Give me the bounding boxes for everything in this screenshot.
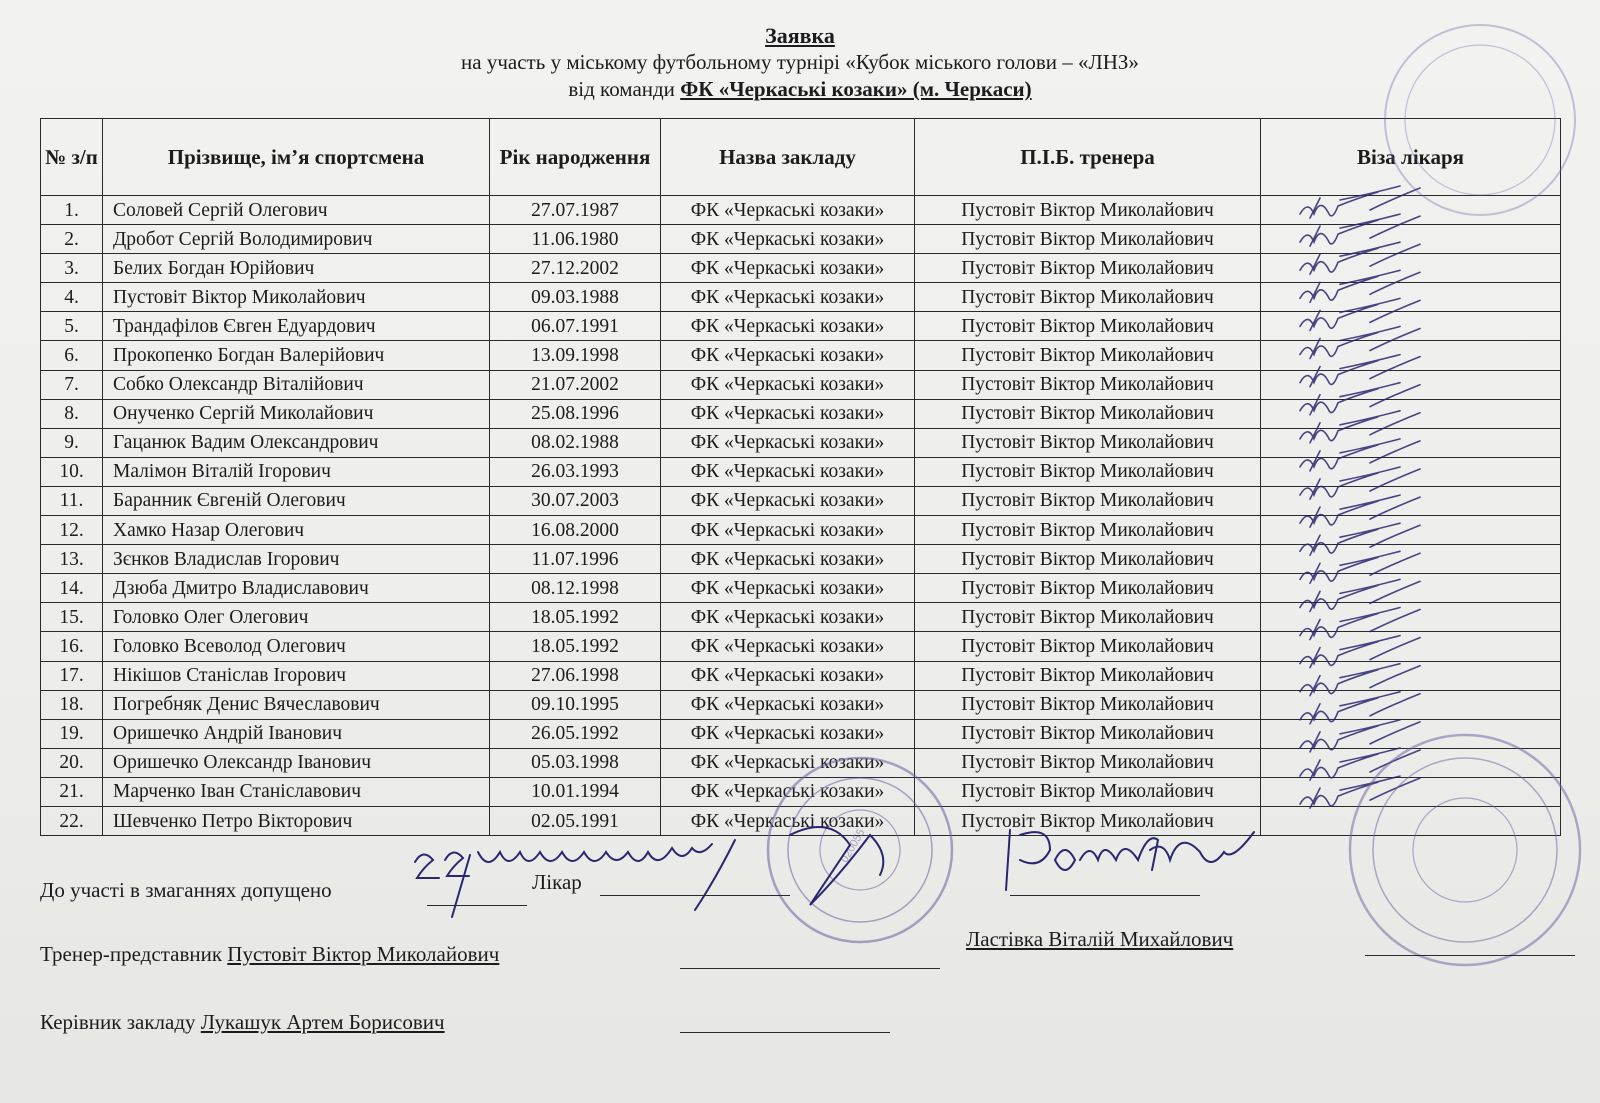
birth-date: 10.01.1994	[490, 777, 661, 806]
club-name: ФК «Черкаські козаки»	[661, 661, 915, 690]
document-subtitle: на участь у міському футбольному турнірі «Кубок міського голови – «ЛНЗ»	[461, 50, 1139, 74]
birth-date: 13.09.1998	[490, 341, 661, 370]
svg-text:020055: 020055	[838, 827, 868, 865]
table-row	[41, 283, 1561, 312]
athlete-name: Головко Олег Олегович	[103, 603, 490, 632]
row-number: 6.	[41, 341, 103, 370]
row-number: 1.	[41, 196, 103, 225]
club-name: ФК «Черкаські козаки»	[661, 574, 915, 603]
doctor-visa-cell	[1261, 603, 1561, 632]
club-name: ФК «Черкаські козаки»	[661, 428, 915, 457]
athlete-name: Нікішов Станіслав Ігорович	[103, 661, 490, 690]
club-name: ФК «Черкаські козаки»	[661, 777, 915, 806]
admitted-row	[40, 878, 332, 903]
table-header-row	[41, 119, 1561, 196]
table-row	[41, 632, 1561, 661]
birth-date: 27.12.2002	[490, 254, 661, 283]
doctor-name-sign-line	[1365, 955, 1575, 956]
doctor-visa-cell	[1261, 399, 1561, 428]
doctor-sign-line-2	[1010, 895, 1200, 896]
row-number: 7.	[41, 370, 103, 399]
head-row	[40, 1010, 445, 1035]
row-number: 17.	[41, 661, 103, 690]
coach-name: Пустовіт Віктор Миколайович	[915, 719, 1261, 748]
doctor-visa-cell	[1261, 806, 1561, 835]
roster-table	[40, 118, 1561, 836]
club-name: ФК «Черкаські козаки»	[661, 545, 915, 574]
col-club-header: Назва закладу	[661, 119, 915, 196]
club-name: ФК «Черкаські козаки»	[661, 632, 915, 661]
row-number: 15.	[41, 603, 103, 632]
table-row	[41, 719, 1561, 748]
birth-date: 08.02.1988	[490, 428, 661, 457]
club-name: ФК «Черкаські козаки»	[661, 254, 915, 283]
table-row	[41, 196, 1561, 225]
head-label: Керівник закладу	[40, 1010, 196, 1034]
row-number: 19.	[41, 719, 103, 748]
birth-date: 09.03.1988	[490, 283, 661, 312]
coach-name: Пустовіт Віктор Миколайович	[915, 661, 1261, 690]
col-name-header: Прізвище, ім’я спортсмена	[103, 119, 490, 196]
coach-name: Пустовіт Віктор Миколайович	[915, 196, 1261, 225]
table-row	[41, 341, 1561, 370]
row-number: 18.	[41, 690, 103, 719]
birth-date: 30.07.2003	[490, 486, 661, 515]
doctor-visa-cell	[1261, 254, 1561, 283]
birth-date: 16.08.2000	[490, 516, 661, 545]
club-name: ФК «Черкаські козаки»	[661, 748, 915, 777]
athlete-name: Оришечко Олександр Іванович	[103, 748, 490, 777]
coach-signature	[790, 827, 883, 905]
document-header	[0, 22, 1600, 103]
club-name: ФК «Черкаські козаки»	[661, 283, 915, 312]
row-number: 4.	[41, 283, 103, 312]
admitted-line	[427, 905, 527, 906]
coach-name: Пустовіт Віктор Миколайович	[915, 225, 1261, 254]
birth-date: 25.08.1996	[490, 399, 661, 428]
birth-date: 11.07.1996	[490, 545, 661, 574]
coach-name: Пустовіт Віктор Миколайович	[915, 486, 1261, 515]
doctor-visa-cell	[1261, 690, 1561, 719]
club-name: ФК «Черкаські козаки»	[661, 370, 915, 399]
athlete-name: Шевченко Петро Вікторович	[103, 806, 490, 835]
row-number: 8.	[41, 399, 103, 428]
birth-date: 27.06.1998	[490, 661, 661, 690]
table-row	[41, 428, 1561, 457]
birth-date: 05.03.1998	[490, 748, 661, 777]
doctor-visa-cell	[1261, 632, 1561, 661]
coach-sign-line	[680, 968, 940, 969]
table-row	[41, 661, 1561, 690]
table-row	[41, 457, 1561, 486]
birth-date: 26.03.1993	[490, 457, 661, 486]
club-name: ФК «Черкаські козаки»	[661, 486, 915, 515]
birth-date: 06.07.1991	[490, 312, 661, 341]
athlete-name: Пустовіт Віктор Миколайович	[103, 283, 490, 312]
doctor-sign-line	[600, 895, 790, 896]
coach-name: Пустовіт Віктор Миколайович	[915, 777, 1261, 806]
coach-rep-name: Пустовіт Віктор Миколайович	[227, 942, 500, 966]
doctor-visa-cell	[1261, 486, 1561, 515]
club-name: ФК «Черкаські козаки»	[661, 312, 915, 341]
doctor-signature	[1006, 830, 1254, 890]
coach-name: Пустовіт Віктор Миколайович	[915, 341, 1261, 370]
athlete-name: Дробот Сергій Володимирович	[103, 225, 490, 254]
table-row	[41, 545, 1561, 574]
athlete-name: Дзюба Дмитро Владиславович	[103, 574, 490, 603]
athlete-name: Собко Олександр Віталійович	[103, 370, 490, 399]
birth-date: 21.07.2002	[490, 370, 661, 399]
athlete-name: Малімон Віталій Ігорович	[103, 457, 490, 486]
athlete-name: Онученко Сергій Миколайович	[103, 399, 490, 428]
row-number: 16.	[41, 632, 103, 661]
coach-name: Пустовіт Віктор Миколайович	[915, 283, 1261, 312]
doctor-visa-cell	[1261, 748, 1561, 777]
row-number: 11.	[41, 486, 103, 515]
doctor-visa-cell	[1261, 777, 1561, 806]
athlete-name: Зєнков Владислав Ігорович	[103, 545, 490, 574]
club-name: ФК «Черкаські козаки»	[661, 603, 915, 632]
coach-name: Пустовіт Віктор Миколайович	[915, 806, 1261, 835]
club-name: ФК «Черкаські козаки»	[661, 457, 915, 486]
doctor-visa-cell	[1261, 545, 1561, 574]
coach-rep-label: Тренер-представник	[40, 942, 223, 966]
club-name: ФК «Черкаські козаки»	[661, 690, 915, 719]
coach-rep-row	[40, 942, 499, 967]
table-row	[41, 777, 1561, 806]
coach-name: Пустовіт Віктор Миколайович	[915, 312, 1261, 341]
row-number: 13.	[41, 545, 103, 574]
table-row	[41, 399, 1561, 428]
club-name: ФК «Черкаські козаки»	[661, 196, 915, 225]
row-number: 14.	[41, 574, 103, 603]
doctor-visa-cell	[1261, 719, 1561, 748]
head-sign-line	[680, 1032, 890, 1033]
athlete-name: Оришечко Андрій Іванович	[103, 719, 490, 748]
athlete-name: Хамко Назар Олегович	[103, 516, 490, 545]
coach-name: Пустовіт Віктор Миколайович	[915, 428, 1261, 457]
athlete-name: Гацанюк Вадим Олександрович	[103, 428, 490, 457]
table-row	[41, 254, 1561, 283]
club-name: ФК «Черкаські козаки»	[661, 225, 915, 254]
athlete-name: Баранник Євгеній Олегович	[103, 486, 490, 515]
row-number: 12.	[41, 516, 103, 545]
col-year-header: Рік народження	[490, 119, 661, 196]
col-visa-header: Віза лікаря	[1261, 119, 1561, 196]
birth-date: 18.05.1992	[490, 603, 661, 632]
roster-body	[41, 196, 1561, 836]
doctor-visa-cell	[1261, 341, 1561, 370]
coach-name: Пустовіт Віктор Миколайович	[915, 748, 1261, 777]
doctor-label: Лікар	[532, 870, 582, 894]
athlete-name: Марченко Іван Станіславович	[103, 777, 490, 806]
doctor-visa-cell	[1261, 457, 1561, 486]
birth-date: 08.12.1998	[490, 574, 661, 603]
athlete-name: Трандафілов Євген Едуардович	[103, 312, 490, 341]
athlete-name: Головко Всеволод Олегович	[103, 632, 490, 661]
club-name: ФК «Черкаські козаки»	[661, 399, 915, 428]
table-row	[41, 516, 1561, 545]
birth-date: 11.06.1980	[490, 225, 661, 254]
coach-name: Пустовіт Віктор Миколайович	[915, 690, 1261, 719]
coach-name: Пустовіт Віктор Миколайович	[915, 254, 1261, 283]
coach-name: Пустовіт Віктор Миколайович	[915, 516, 1261, 545]
doctor-visa-cell	[1261, 574, 1561, 603]
club-name: ФК «Черкаські козаки»	[661, 341, 915, 370]
team-prefix: від команди	[568, 77, 675, 101]
athlete-name: Погребняк Денис Вячеславович	[103, 690, 490, 719]
table-row	[41, 574, 1561, 603]
row-number: 2.	[41, 225, 103, 254]
table-row	[41, 312, 1561, 341]
birth-date: 26.05.1992	[490, 719, 661, 748]
doctor-visa-cell	[1261, 428, 1561, 457]
table-row	[41, 748, 1561, 777]
athlete-name: Соловей Сергій Олегович	[103, 196, 490, 225]
doctor-visa-cell	[1261, 196, 1561, 225]
team-name: ФК «Черкаські козаки» (м. Черкаси)	[680, 77, 1032, 101]
col-coach-header: П.І.Б. тренера	[915, 119, 1261, 196]
doctor-visa-cell	[1261, 516, 1561, 545]
admitted-label: До участі в змаганнях допущено	[40, 878, 332, 902]
birth-date: 18.05.1992	[490, 632, 661, 661]
table-row	[41, 690, 1561, 719]
document-title: Заявка	[765, 23, 835, 48]
coach-name: Пустовіт Віктор Миколайович	[915, 399, 1261, 428]
coach-name: Пустовіт Віктор Миколайович	[915, 457, 1261, 486]
athlete-name: Прокопенко Богдан Валерійович	[103, 341, 490, 370]
team-line	[0, 76, 1600, 103]
table-row	[41, 370, 1561, 399]
head-name: Лукашук Артем Борисович	[200, 1010, 445, 1034]
row-number: 22.	[41, 806, 103, 835]
club-name: ФК «Черкаські козаки»	[661, 806, 915, 835]
doctor-visa-cell	[1261, 283, 1561, 312]
coach-name: Пустовіт Віктор Миколайович	[915, 632, 1261, 661]
doctor-visa-cell	[1261, 661, 1561, 690]
doctor-name: Ластівка Віталій Михайлович	[966, 927, 1234, 951]
doctor-visa-cell	[1261, 225, 1561, 254]
club-name: ФК «Черкаські козаки»	[661, 719, 915, 748]
table-row	[41, 806, 1561, 835]
table-row	[41, 486, 1561, 515]
birth-date: 02.05.1991	[490, 806, 661, 835]
row-number: 9.	[41, 428, 103, 457]
doctor-visa-cell	[1261, 370, 1561, 399]
coach-name: Пустовіт Віктор Миколайович	[915, 370, 1261, 399]
coach-name: Пустовіт Віктор Миколайович	[915, 545, 1261, 574]
club-name: ФК «Черкаські козаки»	[661, 516, 915, 545]
birth-date: 09.10.1995	[490, 690, 661, 719]
row-number: 20.	[41, 748, 103, 777]
table-row	[41, 603, 1561, 632]
birth-date: 27.07.1987	[490, 196, 661, 225]
row-number: 21.	[41, 777, 103, 806]
table-row	[41, 225, 1561, 254]
col-num-header: № з/п	[41, 119, 103, 196]
doctor-visa-cell	[1261, 312, 1561, 341]
coach-name: Пустовіт Віктор Миколайович	[915, 574, 1261, 603]
athlete-name: Белих Богдан Юрійович	[103, 254, 490, 283]
row-number: 3.	[41, 254, 103, 283]
coach-name: Пустовіт Віктор Миколайович	[915, 603, 1261, 632]
row-number: 5.	[41, 312, 103, 341]
row-number: 10.	[41, 457, 103, 486]
